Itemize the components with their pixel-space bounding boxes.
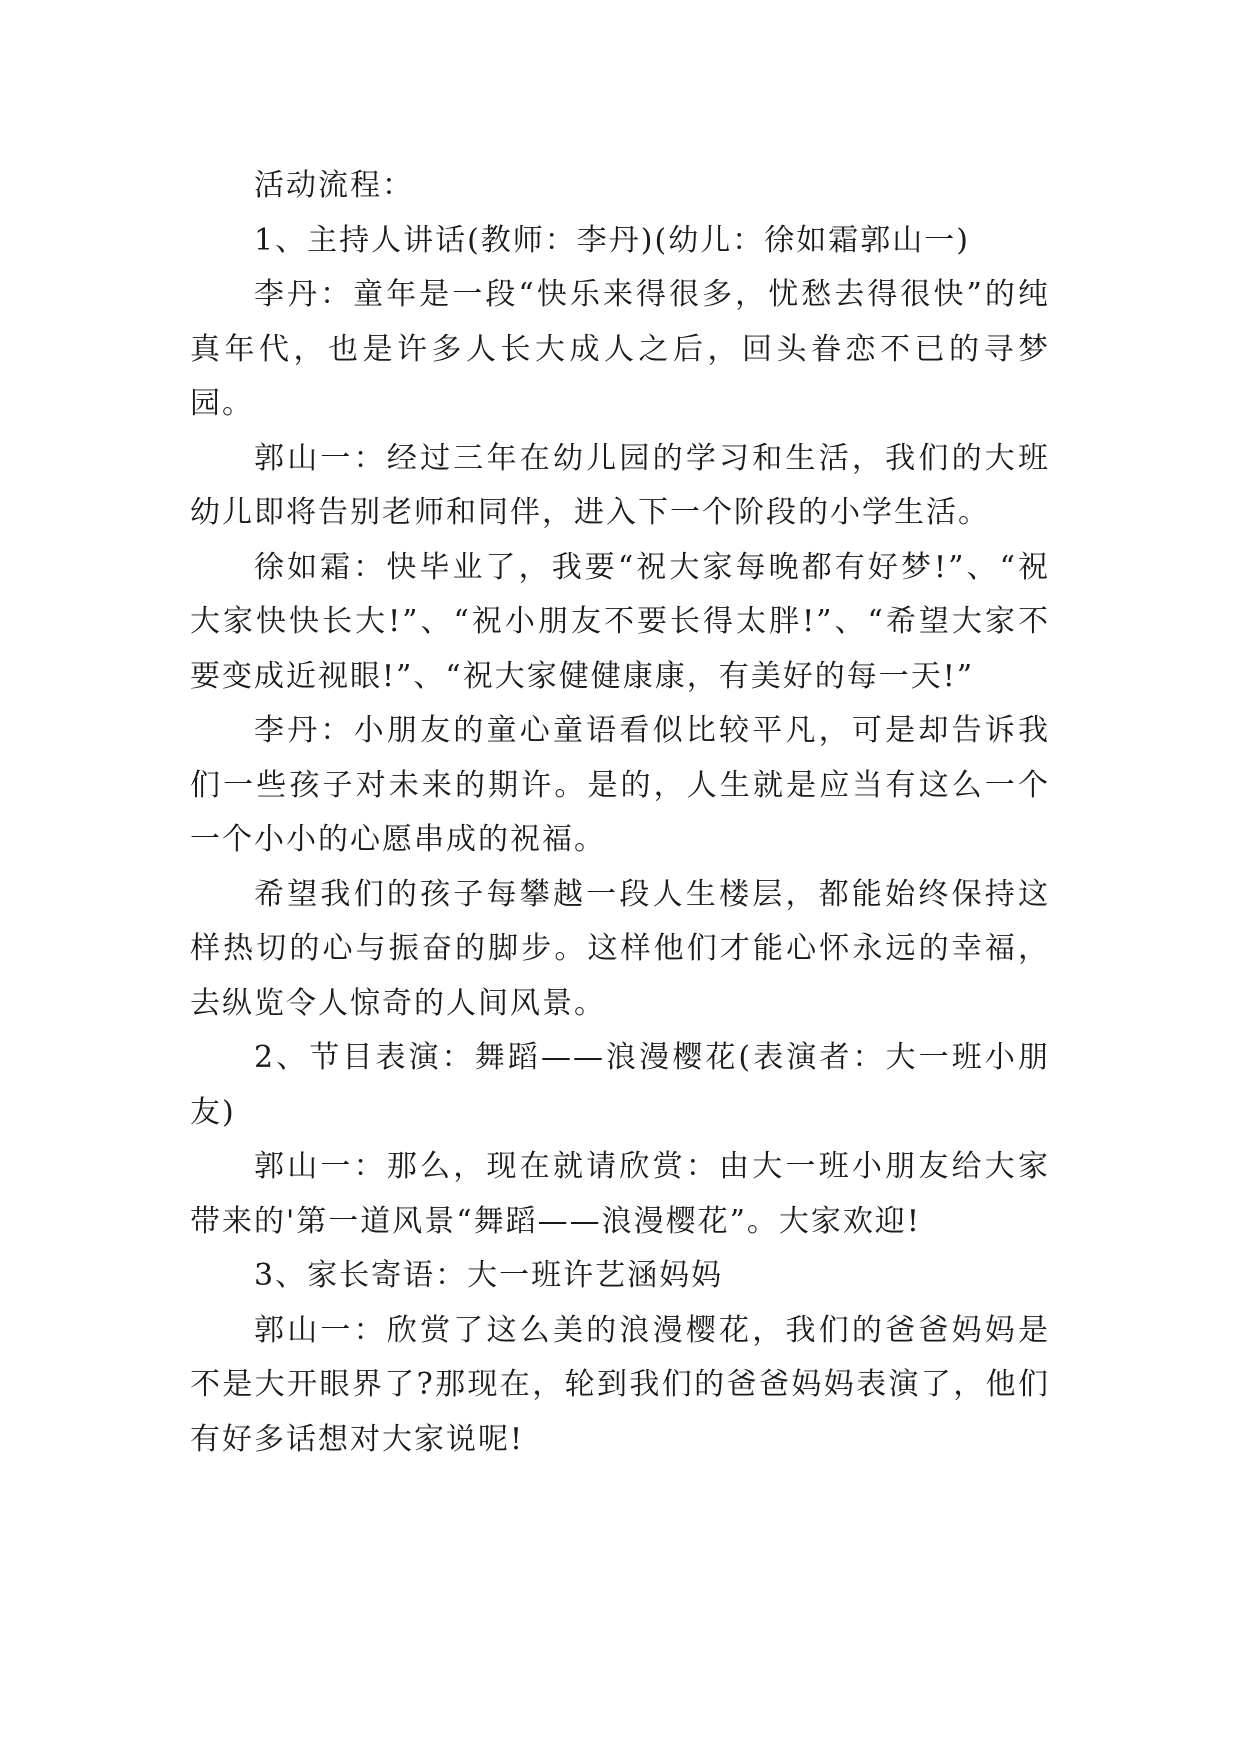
paragraph-guoshanyi-2: 郭山一：那么，现在就请欣赏：由大一班小朋友给大家带来的'第一道风景“舞蹈——浪漫樱花”。大家欢迎! — [190, 1149, 1050, 1239]
paragraph-guoshanyi-3: 郭山一：欣赏了这么美的浪漫樱花，我们的爸爸妈妈是不是大开眼界了?那现在，轮到我们的爸爸妈妈表演了，他们有好多话想对大家说呢! — [190, 1312, 1050, 1457]
paragraph-item-1: 1、主持人讲话(教师：李丹)(幼儿：徐如霜郭山一) — [254, 222, 970, 258]
paragraph-lidan-2: 李丹：小朋友的童心童语看似比较平凡，可是却告诉我们一些孩子对未来的期许。是的，人生就是应当有这么一个一个小小的心愿串成的祝福。 — [190, 713, 1050, 857]
paragraph-guoshanyi-1: 郭山一：经过三年在幼儿园的学习和生活，我们的大班幼儿即将告别老师和同伴，进入下一个阶段的小学生活。 — [190, 440, 1050, 530]
paragraph-process-title: 活动流程： — [254, 168, 414, 203]
paragraph-item-3: 3、家长寄语：大一班许艺涵妈妈 — [254, 1258, 724, 1293]
paragraph-xurushuang: 徐如霜：快毕业了，我要“祝大家每晚都有好梦!”、“祝大家快快长大!”、“祝小朋友不要长得太胖!”、“希望大家不要变成近视眼!”、“祝大家健健康康，有美好的每一天!” — [190, 549, 1050, 694]
paragraph-item-2: 2、节目表演：舞蹈——浪漫樱花(表演者：大一班小朋友) — [190, 1040, 1050, 1130]
document-body — [190, 159, 1050, 1467]
paragraph-lidan-1: 李丹：童年是一段“快乐来得很多，忧愁去得很快”的纯真年代，也是许多人长大成人之后，回头眷恋不已的寻梦园。 — [190, 277, 1050, 421]
paragraph-hope: 希望我们的孩子每攀越一段人生楼层，都能始终保持这样热切的心与振奋的脚步。这样他们才能心怀永远的幸福，去纵览令人惊奇的人间风景。 — [190, 876, 1050, 1021]
